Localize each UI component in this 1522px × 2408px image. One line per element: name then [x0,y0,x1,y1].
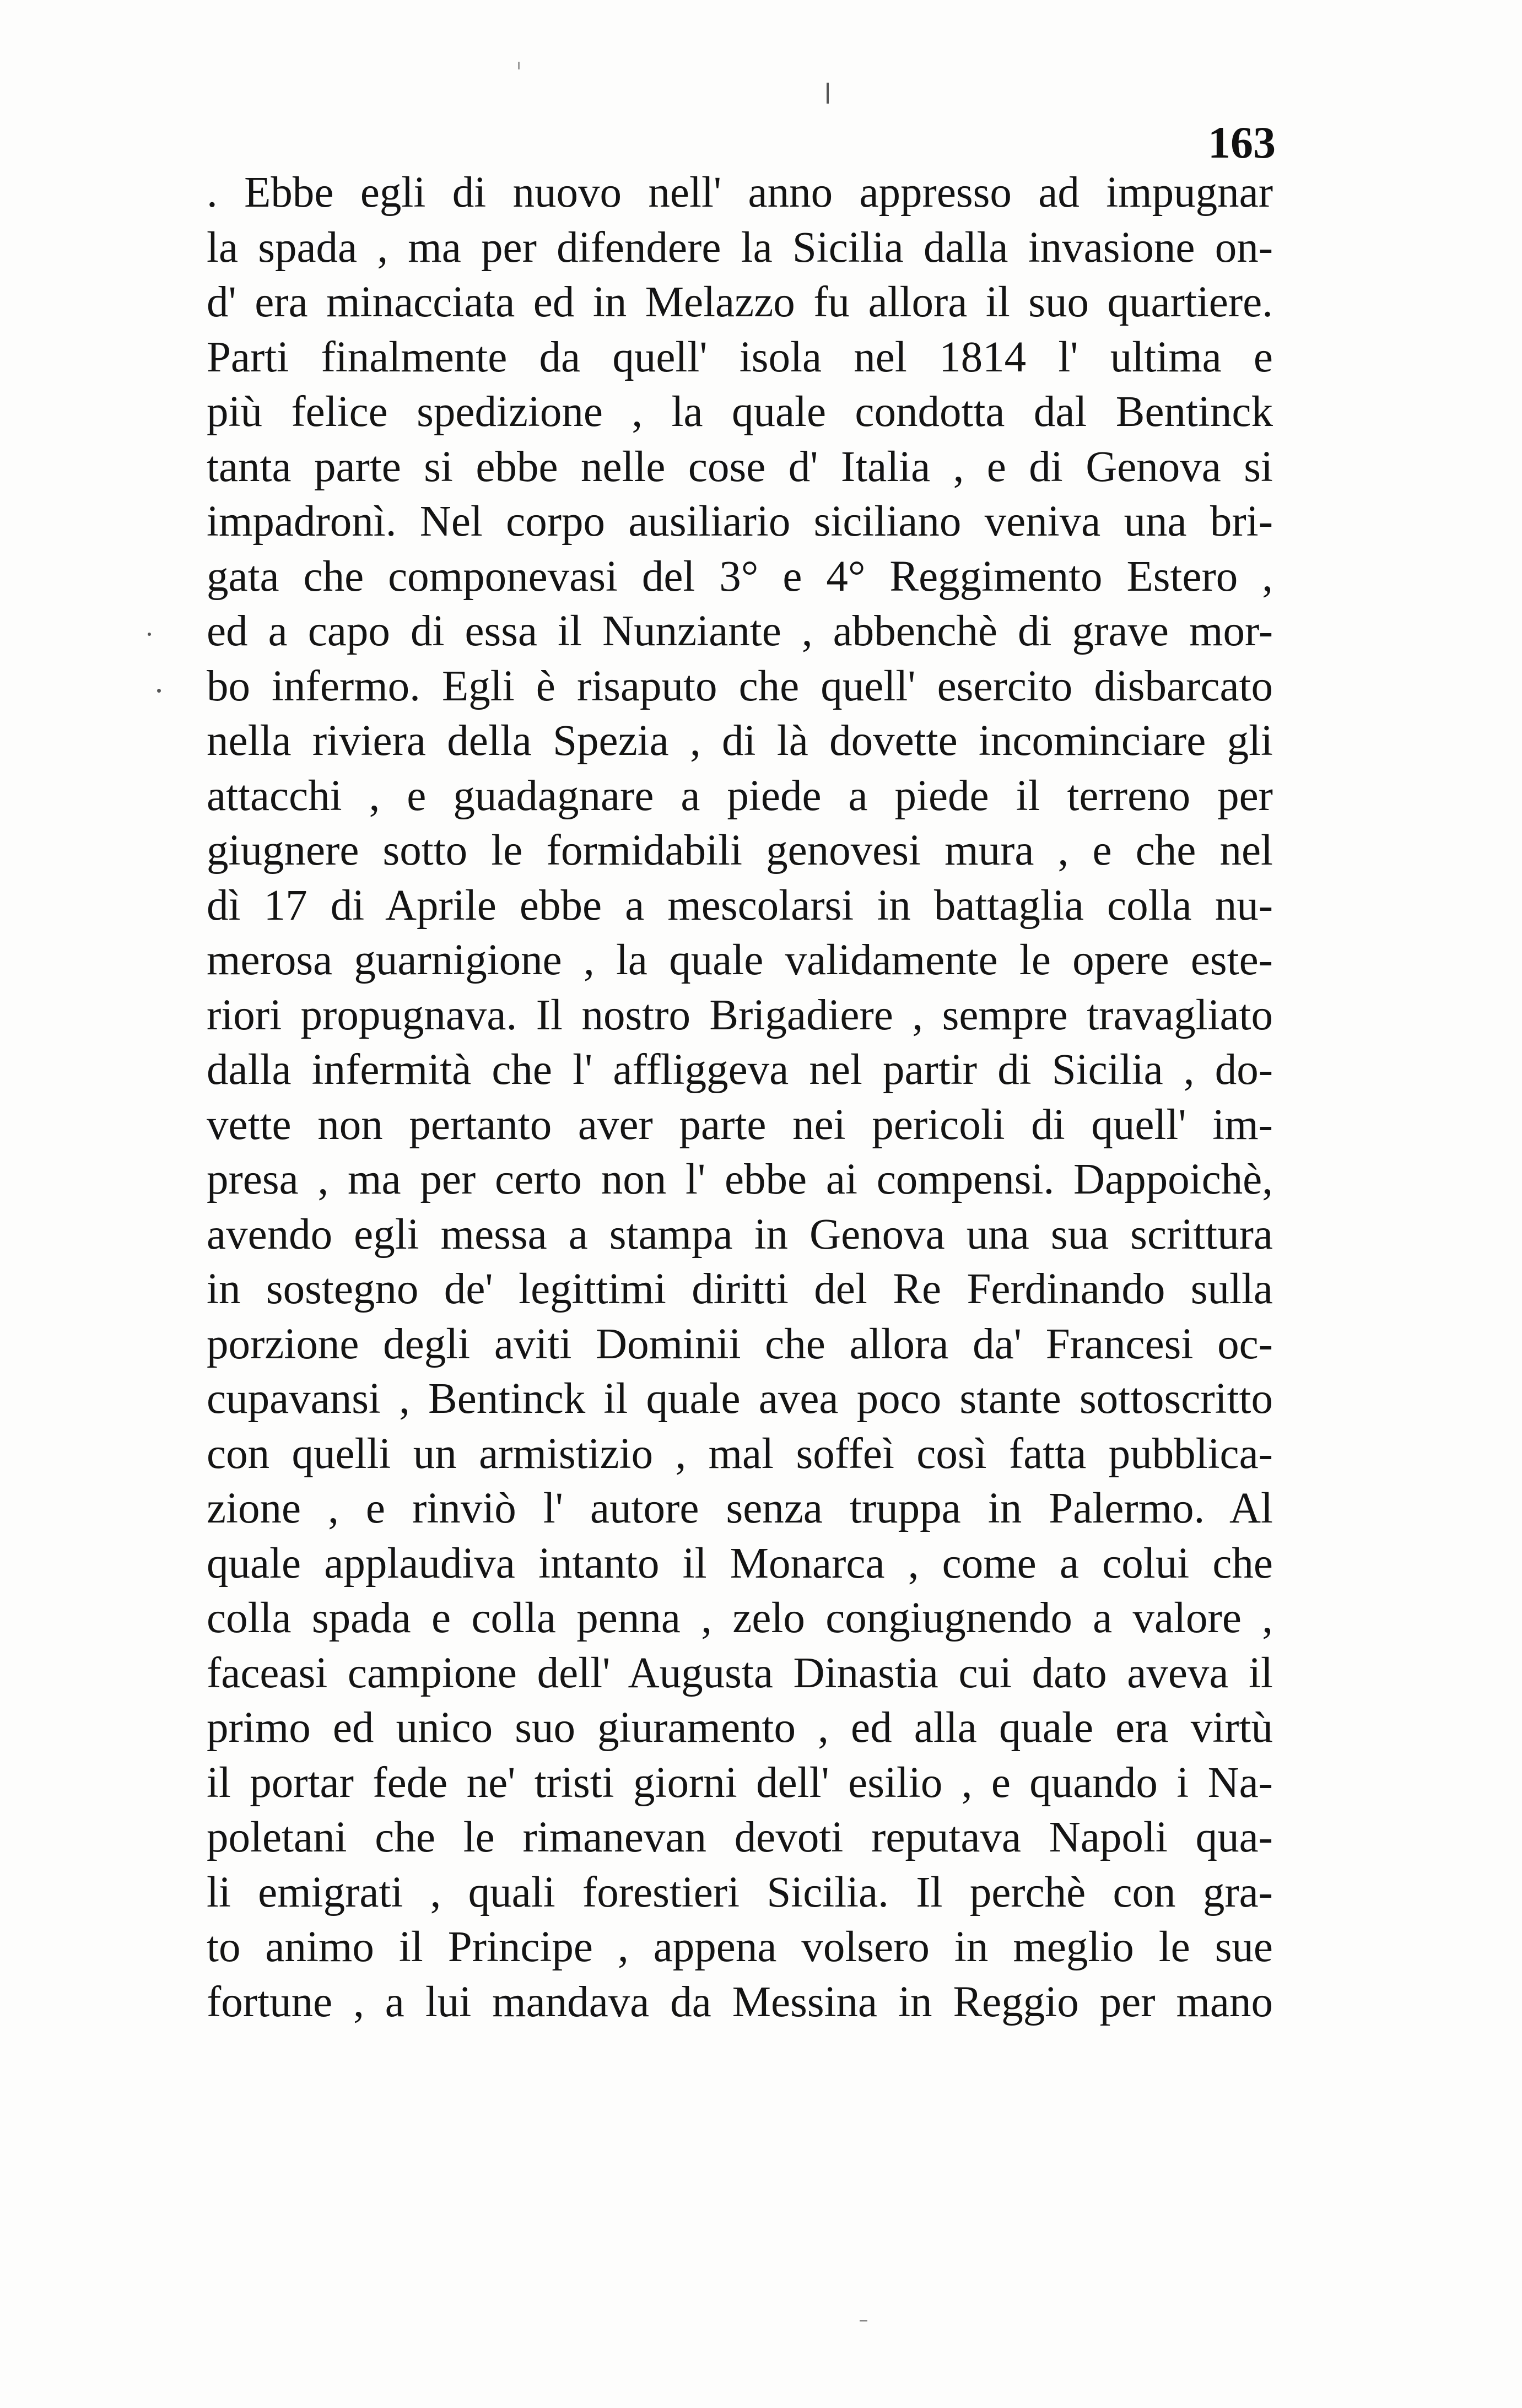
paper-speck [827,83,829,104]
text-line: faceasi campione dell' Augusta Dinastia cui dato aveva il [207,1649,1273,1697]
text-line: zione , e rinviò l' autore senza truppa in Palermo. Al [207,1484,1273,1532]
text-line: li emigrati , quali forestieri Sicilia. Il perchè con gra- [207,1868,1273,1916]
body-text [207,165,1273,2029]
text-line: . Ebbe egli di nuovo nell' anno appresso ad impugnar [207,169,1273,217]
text-line: vette non pertanto aver parte nei pericoli di quell' im- [207,1100,1273,1149]
text-line: primo ed unico suo giuramento , ed alla quale era virtù [207,1704,1273,1752]
text-line: quale applaudiva intanto il Monarca , come a colui che [207,1539,1273,1588]
text-line: dì 17 di Aprile ebbe a mescolarsi in battaglia colla nu- [207,881,1273,930]
text-line: cupavansi , Bentinck il quale avea poco stante sottoscritto [207,1375,1273,1423]
text-line: d' era minacciata ed in Melazzo fu allora il suo quartiere. [207,278,1273,326]
text-line: porzione degli aviti Dominii che allora da' Francesi oc- [207,1320,1273,1368]
text-line: Parti finalmente da quell' isola nel 1814 l' ultima e [207,333,1273,381]
text-line: la spada , ma per difendere la Sicilia dalla invasione on- [207,223,1273,272]
text-line: con quelli un armistizio , mal soffeì così fatta pubblica- [207,1429,1273,1478]
paper-speck [518,62,520,69]
text-line: colla spada e colla penna , zelo congiugnendo a valore , [207,1594,1273,1642]
text-line: to animo il Principe , appena volsero in meglio le sue [207,1923,1273,1971]
text-line: riori propugnava. Il nostro Brigadiere , sempre travagliato [207,991,1273,1039]
text-line: ed a capo di essa il Nunziante , abbenchè di grave mor- [207,607,1273,655]
paper-speck [148,633,151,636]
text-line: merosa guarnigione , la quale validamente le opere este- [207,936,1273,984]
text-line: il portar fede ne' tristi giorni dell' esilio , e quando i Na- [207,1758,1273,1807]
text-line: giugnere sotto le formidabili genovesi mura , e che nel [207,827,1273,874]
text-line: bo infermo. Egli è risaputo che quell' esercito disbarcato [207,662,1273,710]
text-line: presa , ma per certo non l' ebbe ai compensi. Dappoichè, [207,1156,1273,1203]
text-line: tanta parte si ebbe nelle cose d' Italia , e di Genova si [207,442,1273,491]
text-line: più felice spedizione , la quale condotta dal Bentinck [207,388,1273,436]
text-line: attacchi , e guadagnare a piede a piede il terreno per [207,771,1273,820]
text-line: impadronì. Nel corpo ausiliario siciliano veniva una bri- [207,498,1273,546]
text-line: avendo egli messa a stampa in Genova una sua scrittura [207,1210,1273,1259]
text-line: nella riviera della Spezia , di là dovette incominciare gli [207,717,1273,765]
text-line: dalla infermità che l' affliggeva nel partir di Sicilia , do- [207,1046,1273,1094]
text-line: in sostegno de' legittimi diritti del Re Ferdinando sulla [207,1265,1273,1313]
text-line: gata che componevasi del 3° e 4° Reggimento Estero , [207,552,1273,601]
text-line: poletani che le rimanevan devoti reputava Napoli qua- [207,1813,1273,1861]
paper-speck [860,2320,867,2321]
page-number: 163 [1208,117,1276,168]
text-line: fortune , a lui mandava da Messina in Reggio per mano [207,1978,1273,2026]
paper-speck [157,689,161,693]
